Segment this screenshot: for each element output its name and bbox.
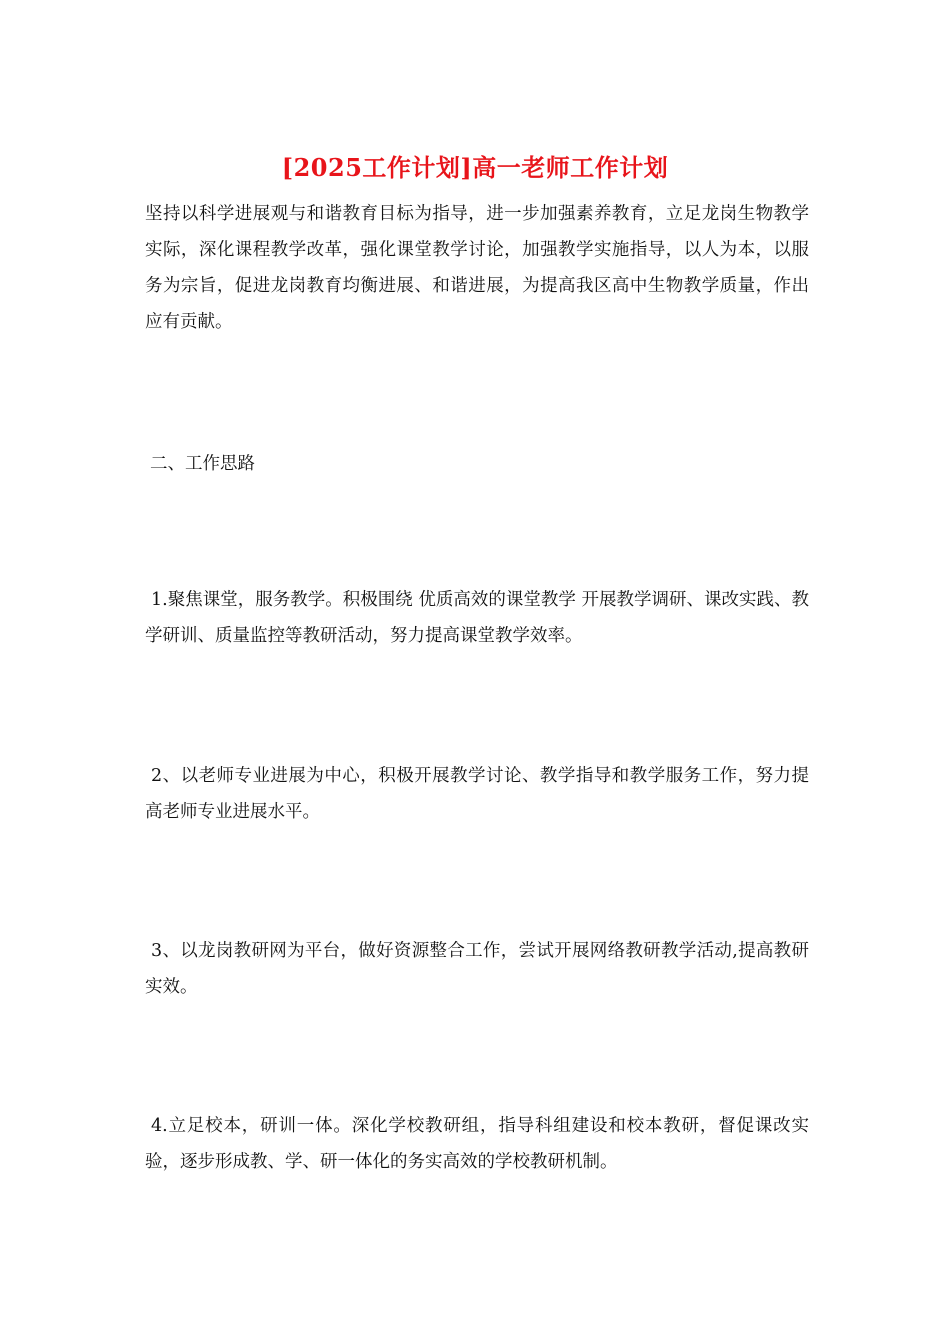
work-idea-item-4: 4.立足校本，研训一体。深化学校教研组，指导科组建设和校本教研，督促课改实验，逐步形成教、学、研一体化的务实高效的学校教研机制。 bbox=[145, 1116, 809, 1172]
section-heading-work-ideas: 二、工作思路 bbox=[150, 454, 255, 474]
work-idea-item-2: 2、以老师专业进展为中心，积极开展教学讨论、教学指导和教学服务工作，努力提高老师专业进展水平。 bbox=[145, 766, 809, 822]
work-idea-item-1: 1.聚焦课堂，服务教学。积极围绕 优质高效的课堂教学 开展教学调研、课改实践、教学研训、质量监控等教研活动，努力提高课堂教学效率。 bbox=[145, 590, 809, 646]
document-title: [2025工作计划]高一老师工作计划 bbox=[281, 153, 669, 182]
work-idea-item-3: 3、以龙岗教研网为平台，做好资源整合工作，尝试开展网络教研教学活动,提高教研实效。 bbox=[145, 941, 809, 997]
intro-paragraph: 坚持以科学进展观与和谐教育目标为指导，进一步加强素养教育，立足龙岗生物教学实际，深化课程教学改革，强化课堂教学讨论，加强教学实施指导，以人为本，以服务为宗旨，促进龙岗教育均衡进展、和谐进展，为提高我区高中生物教学质量，作出应有贡献。 bbox=[145, 204, 809, 332]
